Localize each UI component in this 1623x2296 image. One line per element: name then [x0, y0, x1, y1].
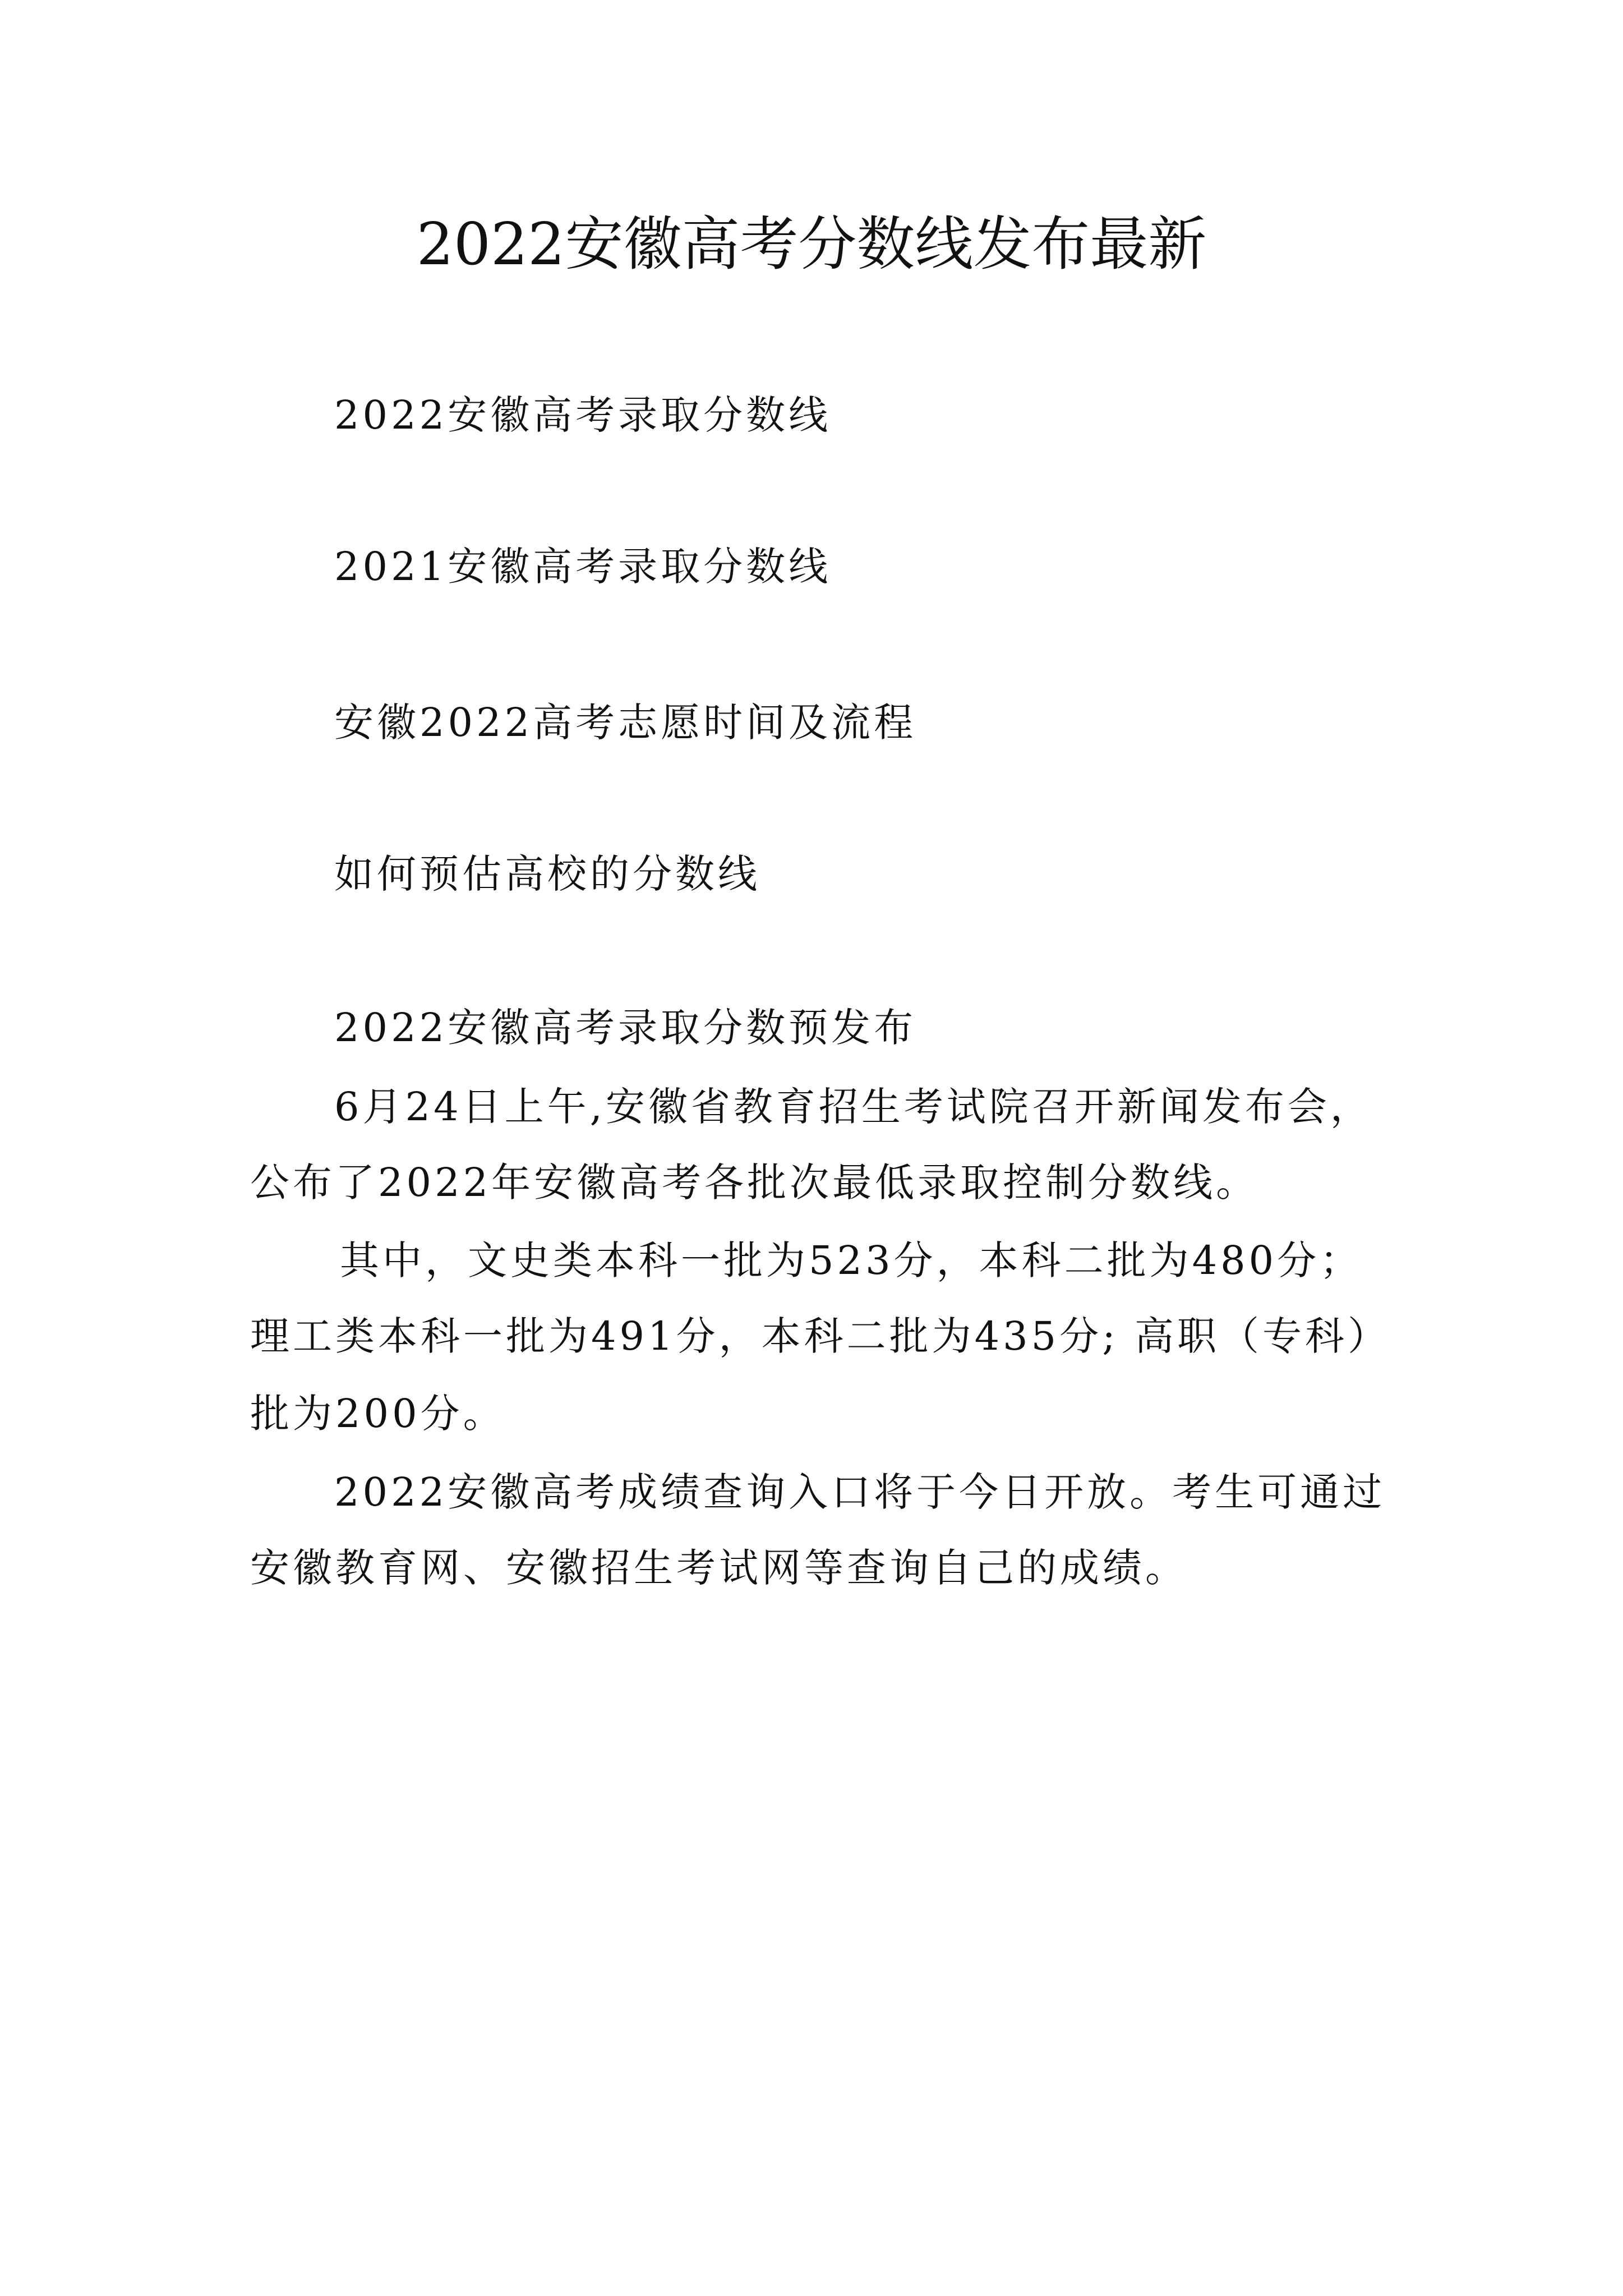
paragraph-2-line-3: 批为200分。 — [250, 1391, 506, 1437]
paragraph-2-line-2: 理工类本科一批为491分，本科二批为435分; 高职（专科） — [250, 1313, 1391, 1359]
paragraph-3-line-1: 2022安徽高考成绩查询入口将于今日开放。考生可通过 — [334, 1469, 1386, 1515]
heading-2021-admission-scores: 2021安徽高考录取分数线 — [334, 544, 832, 590]
paragraph-1-line-2: 公布了2022年安徽高考各批次最低录取控制分数线。 — [250, 1159, 1259, 1205]
paragraph-3-line-2: 安徽教育网、安徽招生考试网等查询自己的成绩。 — [250, 1545, 1188, 1591]
paragraph-1-line-1: 6月24日上午,安徽省教育招生考试院召开新闻发布会， — [334, 1084, 1373, 1130]
paragraph-2-line-1: 其中，文史类本科一批为523分，本科二批为480分； — [340, 1237, 1363, 1283]
heading-estimate-university-scores: 如何预估高校的分数线 — [334, 851, 760, 897]
heading-score-pre-release: 2022安徽高考录取分数预发布 — [334, 1005, 917, 1051]
document-title: 2022安徽高考分数线发布最新 — [416, 210, 1207, 278]
heading-application-timeline: 安徽2022高考志愿时间及流程 — [334, 700, 917, 746]
heading-2022-admission-scores: 2022安徽高考录取分数线 — [334, 392, 832, 438]
